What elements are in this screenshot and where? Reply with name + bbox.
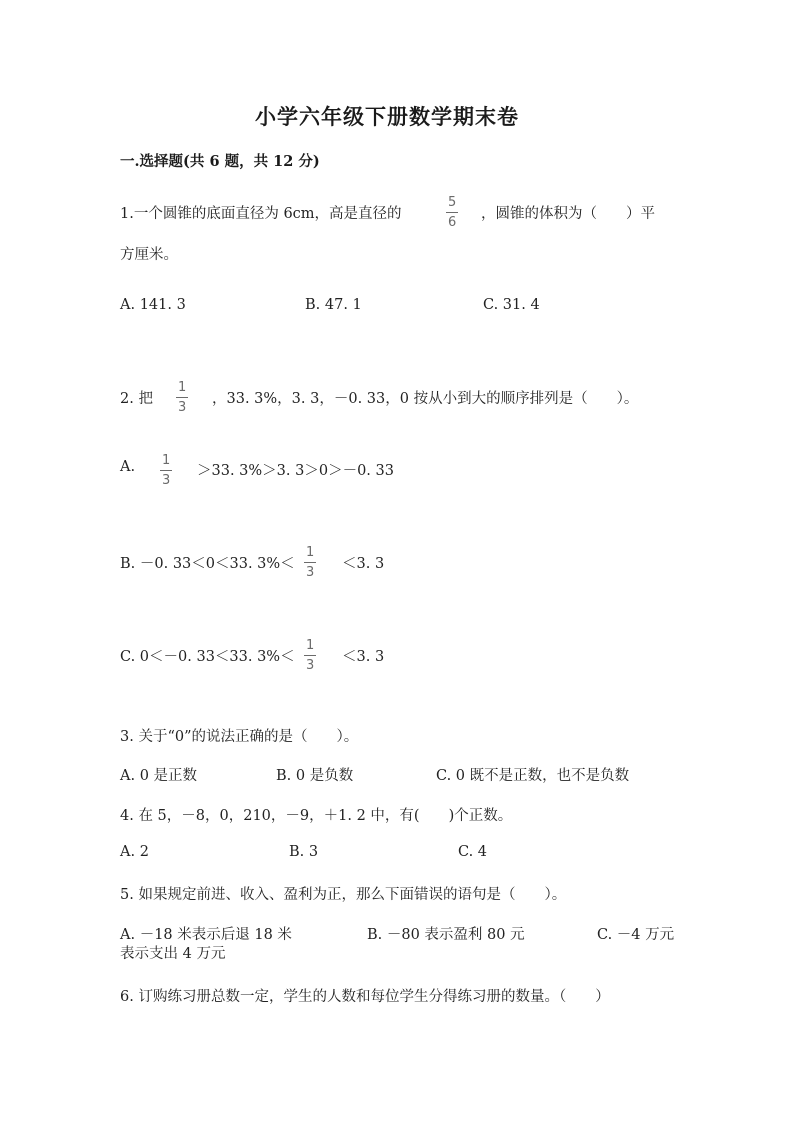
question-2-option-a-text: ＞33. 3%＞3. 3＞0＞－0. 33 [197, 463, 394, 479]
question-1-fraction [445, 196, 459, 229]
fraction-denominator: 6 [448, 215, 457, 230]
fraction-numerator: 1 [306, 638, 315, 653]
fraction-denominator: 3 [162, 473, 171, 488]
question-1-option-a[interactable]: A. 141. 3 [120, 297, 186, 313]
question-4-option-a[interactable]: A. 2 [120, 844, 149, 860]
question-2-option-c-label[interactable]: C. 0＜－0. 33＜33. 3%＜ [120, 649, 295, 665]
question-3-text: 3. 关于“0”的说法正确的是（ ）。 [120, 729, 359, 745]
fraction-numerator: 5 [448, 195, 457, 210]
question-5-option-c[interactable]: C. －4 万元 [597, 927, 675, 943]
fraction-numerator: 1 [306, 545, 315, 560]
page-title: 小学六年级下册数学期末卷 [255, 104, 519, 129]
question-2-option-c-fraction [303, 639, 317, 672]
question-1-text-line2: 方厘米。 [120, 247, 178, 263]
question-2-option-b-fraction [303, 546, 317, 579]
question-3-option-c[interactable]: C. 0 既不是正数，也不是负数 [436, 768, 630, 784]
question-4-option-b[interactable]: B. 3 [289, 844, 319, 860]
question-1-text: 1.一个圆锥的底面直径为 6cm，高是直径的 [120, 206, 402, 222]
question-1-option-c[interactable]: C. 31. 4 [483, 297, 540, 313]
fraction-numerator: 1 [162, 453, 171, 468]
question-3-option-a[interactable]: A. 0 是正数 [120, 768, 198, 784]
fraction-denominator: 3 [306, 658, 315, 673]
question-5-option-a[interactable]: A. －18 米表示后退 18 米 [120, 927, 292, 943]
fraction-denominator: 3 [306, 565, 315, 580]
question-3-option-b[interactable]: B. 0 是负数 [276, 768, 354, 784]
question-2-text: 2. 把 [120, 391, 153, 407]
question-4-option-c[interactable]: C. 4 [458, 844, 488, 860]
question-1-text-cont: ，圆锥的体积为（ ）平 [481, 206, 655, 222]
fraction-numerator: 1 [178, 380, 187, 395]
question-1-option-b[interactable]: B. 47. 1 [305, 297, 362, 313]
fraction-denominator: 3 [178, 400, 187, 415]
question-2-option-c-text: ＜3. 3 [342, 649, 385, 665]
question-5-option-b[interactable]: B. －80 表示盈利 80 元 [367, 927, 525, 943]
question-5-option-c-cont: 表示支出 4 万元 [120, 946, 226, 962]
question-2-option-a-label[interactable]: A. [120, 459, 136, 475]
section-heading: 一.选择题(共 6 题，共 12 分) [120, 153, 320, 170]
question-6-text: 6. 订购练习册总数一定，学生的人数和每位学生分得练习册的数量。（ ） [120, 989, 610, 1005]
question-2-option-b-label[interactable]: B. －0. 33＜0＜33. 3%＜ [120, 556, 295, 572]
question-4-text: 4. 在 5，－8，0，210，－9，＋1. 2 中，有( )个正数。 [120, 808, 513, 824]
question-2-text-cont: ，33. 3%，3. 3，－0. 33，0 按从小到大的顺序排列是（ ）。 [212, 391, 639, 407]
question-2-option-b-text: ＜3. 3 [342, 556, 385, 572]
question-2-fraction [175, 381, 189, 414]
question-2-option-a-fraction [159, 454, 173, 487]
question-5-text: 5. 如果规定前进、收入、盈利为正，那么下面错误的语句是（ ）。 [120, 887, 567, 903]
